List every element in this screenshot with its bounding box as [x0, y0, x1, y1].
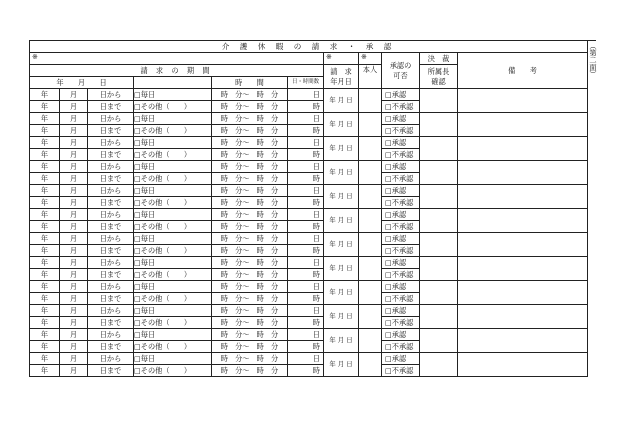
every-day-checkbox[interactable]: □毎日: [134, 113, 212, 125]
from-year: 年: [30, 257, 60, 269]
request-date: 年 月 日: [324, 233, 359, 257]
day-unit: 日: [288, 209, 324, 221]
other-checkbox[interactable]: □その他（ ）: [134, 173, 212, 185]
manager-cell: [420, 281, 458, 305]
other-checkbox[interactable]: □その他（ ）: [134, 269, 212, 281]
from-month: 月: [60, 353, 88, 365]
blank-header: [134, 77, 212, 89]
from-day: 日から: [88, 233, 134, 245]
every-day-checkbox[interactable]: □毎日: [134, 185, 212, 197]
entry-row-from: [30, 89, 588, 101]
from-month: 月: [60, 257, 88, 269]
time-range-to: 時 分〜 時 分: [212, 365, 288, 377]
manager-header-l1: 所属長: [427, 66, 450, 76]
to-year: 年: [30, 125, 60, 137]
manager-cell: [420, 161, 458, 185]
from-day: 日から: [88, 161, 134, 173]
hour-unit: 時: [288, 317, 324, 329]
hour-unit: 時: [288, 365, 324, 377]
approval-header: [382, 53, 420, 89]
not-approved-checkbox[interactable]: □不承認: [382, 365, 420, 377]
form-title: 介 護 休 暇 の 請 求 ・ 承 認: [30, 41, 588, 53]
request-date: 年 月 日: [324, 161, 359, 185]
remarks-cell[interactable]: [458, 353, 588, 377]
to-year: 年: [30, 269, 60, 281]
remarks-cell[interactable]: [458, 257, 588, 281]
not-approved-checkbox[interactable]: □不承認: [382, 317, 420, 329]
time-range-from: 時 分〜 時 分: [212, 113, 288, 125]
to-day: 日まで: [88, 149, 134, 161]
to-year: 年: [30, 245, 60, 257]
approved-checkbox[interactable]: □承認: [382, 161, 420, 173]
title-row: [30, 41, 588, 53]
hour-unit: 時: [288, 293, 324, 305]
entry-row-from: [30, 281, 588, 293]
time-range-to: 時 分〜 時 分: [212, 317, 288, 329]
side-border-top: [587, 40, 596, 41]
to-year: 年: [30, 173, 60, 185]
day-unit: 日: [288, 353, 324, 365]
manager-header: [420, 65, 458, 89]
entry-row-from: [30, 353, 588, 365]
approved-checkbox[interactable]: □承認: [382, 113, 420, 125]
day-unit: 日: [288, 305, 324, 317]
entry-row-from: [30, 137, 588, 149]
to-day: 日まで: [88, 245, 134, 257]
request-date-header-l2: 年月日: [330, 76, 352, 86]
manager-cell: [420, 209, 458, 233]
from-year: 年: [30, 89, 60, 101]
not-approved-checkbox[interactable]: □不承認: [382, 245, 420, 257]
remarks-cell[interactable]: [458, 209, 588, 233]
from-year: 年: [30, 185, 60, 197]
time-range-to: 時 分〜 時 分: [212, 173, 288, 185]
from-year: 年: [30, 113, 60, 125]
from-day: 日から: [88, 353, 134, 365]
not-approved-checkbox[interactable]: □不承認: [382, 101, 420, 113]
page-side-label: [589, 42, 597, 80]
from-month: 月: [60, 233, 88, 245]
day-unit: 日: [288, 137, 324, 149]
date-group-header: 年 月 日: [30, 77, 134, 89]
remarks-cell[interactable]: [458, 233, 588, 257]
time-range-to: 時 分〜 時 分: [212, 293, 288, 305]
from-day: 日から: [88, 113, 134, 125]
to-year: 年: [30, 293, 60, 305]
approved-checkbox[interactable]: □承認: [382, 329, 420, 341]
other-checkbox[interactable]: □その他（ ）: [134, 101, 212, 113]
time-range-from: 時 分〜 時 分: [212, 281, 288, 293]
remarks-cell[interactable]: [458, 137, 588, 161]
remarks-header: 備 考: [458, 53, 588, 89]
from-year: 年: [30, 281, 60, 293]
request-date: 年 月 日: [324, 113, 359, 137]
from-day: 日から: [88, 209, 134, 221]
from-year: 年: [30, 233, 60, 245]
to-year: 年: [30, 341, 60, 353]
from-day: 日から: [88, 137, 134, 149]
time-range-to: 時 分〜 時 分: [212, 245, 288, 257]
remarks-cell[interactable]: [458, 161, 588, 185]
day-unit: 日: [288, 233, 324, 245]
from-year: 年: [30, 305, 60, 317]
person-cell: [359, 329, 382, 353]
day-unit: 日: [288, 329, 324, 341]
to-month: 月: [60, 341, 88, 353]
remarks-cell[interactable]: [458, 329, 588, 353]
not-approved-checkbox[interactable]: □不承認: [382, 125, 420, 137]
request-date: 年 月 日: [324, 89, 359, 113]
from-month: 月: [60, 329, 88, 341]
every-day-checkbox[interactable]: □毎日: [134, 281, 212, 293]
to-day: 日まで: [88, 101, 134, 113]
entry-row-from: [30, 257, 588, 269]
hour-unit: 時: [288, 245, 324, 257]
manager-cell: [420, 233, 458, 257]
from-year: 年: [30, 137, 60, 149]
side-label-text: （第二面）: [589, 42, 598, 78]
remarks-cell[interactable]: [458, 281, 588, 305]
to-day: 日まで: [88, 173, 134, 185]
time-range-from: 時 分〜 時 分: [212, 137, 288, 149]
approved-checkbox[interactable]: □承認: [382, 353, 420, 365]
manager-cell: [420, 305, 458, 329]
day-unit: 日: [288, 89, 324, 101]
to-month: 月: [60, 149, 88, 161]
other-checkbox[interactable]: □その他（ ）: [134, 341, 212, 353]
person-header: 本人: [359, 65, 382, 89]
from-day: 日から: [88, 305, 134, 317]
request-date: 年 月 日: [324, 305, 359, 329]
hour-unit: 時: [288, 269, 324, 281]
manager-cell: [420, 353, 458, 377]
manager-cell: [420, 185, 458, 209]
not-approved-checkbox[interactable]: □不承認: [382, 149, 420, 161]
time-range-from: 時 分〜 時 分: [212, 233, 288, 245]
to-year: 年: [30, 149, 60, 161]
to-month: 月: [60, 221, 88, 233]
entry-row-from: [30, 329, 588, 341]
entry-row-from: [30, 209, 588, 221]
approved-checkbox[interactable]: □承認: [382, 185, 420, 197]
person-cell: [359, 257, 382, 281]
request-date: 年 月 日: [324, 185, 359, 209]
to-month: 月: [60, 101, 88, 113]
request-date: 年 月 日: [324, 257, 359, 281]
other-checkbox[interactable]: □その他（ ）: [134, 293, 212, 305]
day-unit: 日: [288, 257, 324, 269]
from-day: 日から: [88, 89, 134, 101]
hour-unit: 時: [288, 101, 324, 113]
every-day-checkbox[interactable]: □毎日: [134, 89, 212, 101]
to-month: 月: [60, 245, 88, 257]
from-month: 月: [60, 185, 88, 197]
header-row-1: [30, 53, 588, 65]
approved-checkbox[interactable]: □承認: [382, 281, 420, 293]
from-month: 月: [60, 161, 88, 173]
person-cell: [359, 233, 382, 257]
approved-checkbox[interactable]: □承認: [382, 233, 420, 245]
to-day: 日まで: [88, 293, 134, 305]
to-day: 日まで: [88, 269, 134, 281]
manager-cell: [420, 89, 458, 113]
person-cell: [359, 305, 382, 329]
time-range-from: 時 分〜 時 分: [212, 185, 288, 197]
approved-checkbox[interactable]: □承認: [382, 89, 420, 101]
time-range-from: 時 分〜 時 分: [212, 161, 288, 173]
period-mark: ※: [30, 53, 324, 65]
from-month: 月: [60, 113, 88, 125]
time-range-to: 時 分〜 時 分: [212, 125, 288, 137]
day-unit: 日: [288, 161, 324, 173]
from-day: 日から: [88, 185, 134, 197]
hour-unit: 時: [288, 197, 324, 209]
every-day-checkbox[interactable]: □毎日: [134, 353, 212, 365]
hour-unit: 時: [288, 173, 324, 185]
request-date: 年 月 日: [324, 329, 359, 353]
not-approved-checkbox[interactable]: □不承認: [382, 293, 420, 305]
approval-header-l1: 承認の: [389, 60, 412, 70]
time-range-to: 時 分〜 時 分: [212, 221, 288, 233]
time-range-to: 時 分〜 時 分: [212, 101, 288, 113]
to-day: 日まで: [88, 221, 134, 233]
manager-cell: [420, 113, 458, 137]
every-day-checkbox[interactable]: □毎日: [134, 161, 212, 173]
request-date: 年 月 日: [324, 209, 359, 233]
request-date: 年 月 日: [324, 281, 359, 305]
to-day: 日まで: [88, 197, 134, 209]
approval-header-l2: 可否: [393, 70, 408, 80]
from-year: 年: [30, 209, 60, 221]
from-month: 月: [60, 281, 88, 293]
not-approved-checkbox[interactable]: □不承認: [382, 197, 420, 209]
every-day-checkbox[interactable]: □毎日: [134, 233, 212, 245]
approved-checkbox[interactable]: □承認: [382, 257, 420, 269]
hour-unit: 時: [288, 341, 324, 353]
from-month: 月: [60, 137, 88, 149]
request-date-header: [324, 65, 359, 89]
from-month: 月: [60, 89, 88, 101]
to-day: 日まで: [88, 317, 134, 329]
to-month: 月: [60, 365, 88, 377]
every-day-checkbox[interactable]: □毎日: [134, 329, 212, 341]
to-month: 月: [60, 269, 88, 281]
person-cell: [359, 353, 382, 377]
time-range-from: 時 分〜 時 分: [212, 89, 288, 101]
entry-row-from: [30, 233, 588, 245]
remarks-cell[interactable]: [458, 305, 588, 329]
days-hours-header: 日・時間数: [288, 77, 324, 89]
from-year: 年: [30, 161, 60, 173]
not-approved-checkbox[interactable]: □不承認: [382, 341, 420, 353]
person-cell: [359, 89, 382, 113]
time-range-from: 時 分〜 時 分: [212, 257, 288, 269]
every-day-checkbox[interactable]: □毎日: [134, 257, 212, 269]
from-month: 月: [60, 305, 88, 317]
approved-checkbox[interactable]: □承認: [382, 209, 420, 221]
entry-row-from: [30, 185, 588, 197]
to-month: 月: [60, 197, 88, 209]
remarks-cell[interactable]: [458, 89, 588, 113]
from-month: 月: [60, 209, 88, 221]
time-range-from: 時 分〜 時 分: [212, 353, 288, 365]
from-year: 年: [30, 329, 60, 341]
other-checkbox[interactable]: □その他（ ）: [134, 197, 212, 209]
from-day: 日から: [88, 281, 134, 293]
not-approved-checkbox[interactable]: □不承認: [382, 173, 420, 185]
manager-header-l2: 確認: [431, 76, 446, 86]
other-checkbox[interactable]: □その他（ ）: [134, 365, 212, 377]
every-day-checkbox[interactable]: □毎日: [134, 305, 212, 317]
from-day: 日から: [88, 329, 134, 341]
to-day: 日まで: [88, 365, 134, 377]
from-year: 年: [30, 353, 60, 365]
to-month: 月: [60, 173, 88, 185]
time-range-from: 時 分〜 時 分: [212, 329, 288, 341]
request-date: 年 月 日: [324, 353, 359, 377]
care-leave-form-table: [29, 40, 588, 377]
to-year: 年: [30, 365, 60, 377]
person-cell: [359, 113, 382, 137]
time-range-to: 時 分〜 時 分: [212, 149, 288, 161]
manager-cell: [420, 329, 458, 353]
person-cell: [359, 161, 382, 185]
person-cell: [359, 137, 382, 161]
time-range-to: 時 分〜 時 分: [212, 197, 288, 209]
other-checkbox[interactable]: □その他（ ）: [134, 245, 212, 257]
to-month: 月: [60, 317, 88, 329]
to-month: 月: [60, 293, 88, 305]
hour-unit: 時: [288, 149, 324, 161]
to-day: 日まで: [88, 341, 134, 353]
manager-cell: [420, 257, 458, 281]
request-date: 年 月 日: [324, 137, 359, 161]
person-cell: [359, 209, 382, 233]
person-cell: [359, 281, 382, 305]
decision-header: 決 裁: [420, 53, 458, 65]
time-range-to: 時 分〜 時 分: [212, 269, 288, 281]
day-unit: 日: [288, 185, 324, 197]
hour-unit: 時: [288, 125, 324, 137]
time-range-from: 時 分〜 時 分: [212, 305, 288, 317]
to-year: 年: [30, 317, 60, 329]
person-mark: ※: [359, 53, 382, 65]
time-header: 時 間: [212, 77, 288, 89]
manager-cell: [420, 137, 458, 161]
approved-checkbox[interactable]: □承認: [382, 305, 420, 317]
to-year: 年: [30, 221, 60, 233]
not-approved-checkbox[interactable]: □不承認: [382, 269, 420, 281]
to-year: 年: [30, 101, 60, 113]
to-year: 年: [30, 197, 60, 209]
to-day: 日まで: [88, 125, 134, 137]
other-checkbox[interactable]: □その他（ ）: [134, 221, 212, 233]
every-day-checkbox[interactable]: □毎日: [134, 137, 212, 149]
request-date-header-l1: 請 求: [330, 66, 352, 76]
from-day: 日から: [88, 257, 134, 269]
time-range-to: 時 分〜 時 分: [212, 341, 288, 353]
remarks-cell[interactable]: [458, 113, 588, 137]
entry-row-from: [30, 161, 588, 173]
entry-row-from: [30, 305, 588, 317]
time-range-from: 時 分〜 時 分: [212, 209, 288, 221]
approved-checkbox[interactable]: □承認: [382, 137, 420, 149]
hour-unit: 時: [288, 221, 324, 233]
not-approved-checkbox[interactable]: □不承認: [382, 221, 420, 233]
other-checkbox[interactable]: □その他（ ）: [134, 317, 212, 329]
every-day-checkbox[interactable]: □毎日: [134, 209, 212, 221]
remarks-cell[interactable]: [458, 185, 588, 209]
other-checkbox[interactable]: □その他（ ）: [134, 125, 212, 137]
request-date-mark: ※: [324, 53, 359, 65]
day-unit: 日: [288, 281, 324, 293]
day-unit: 日: [288, 113, 324, 125]
to-month: 月: [60, 125, 88, 137]
person-cell: [359, 185, 382, 209]
period-header: 請 求 の 期 間: [30, 65, 324, 77]
other-checkbox[interactable]: □その他（ ）: [134, 149, 212, 161]
entry-row-from: [30, 113, 588, 125]
